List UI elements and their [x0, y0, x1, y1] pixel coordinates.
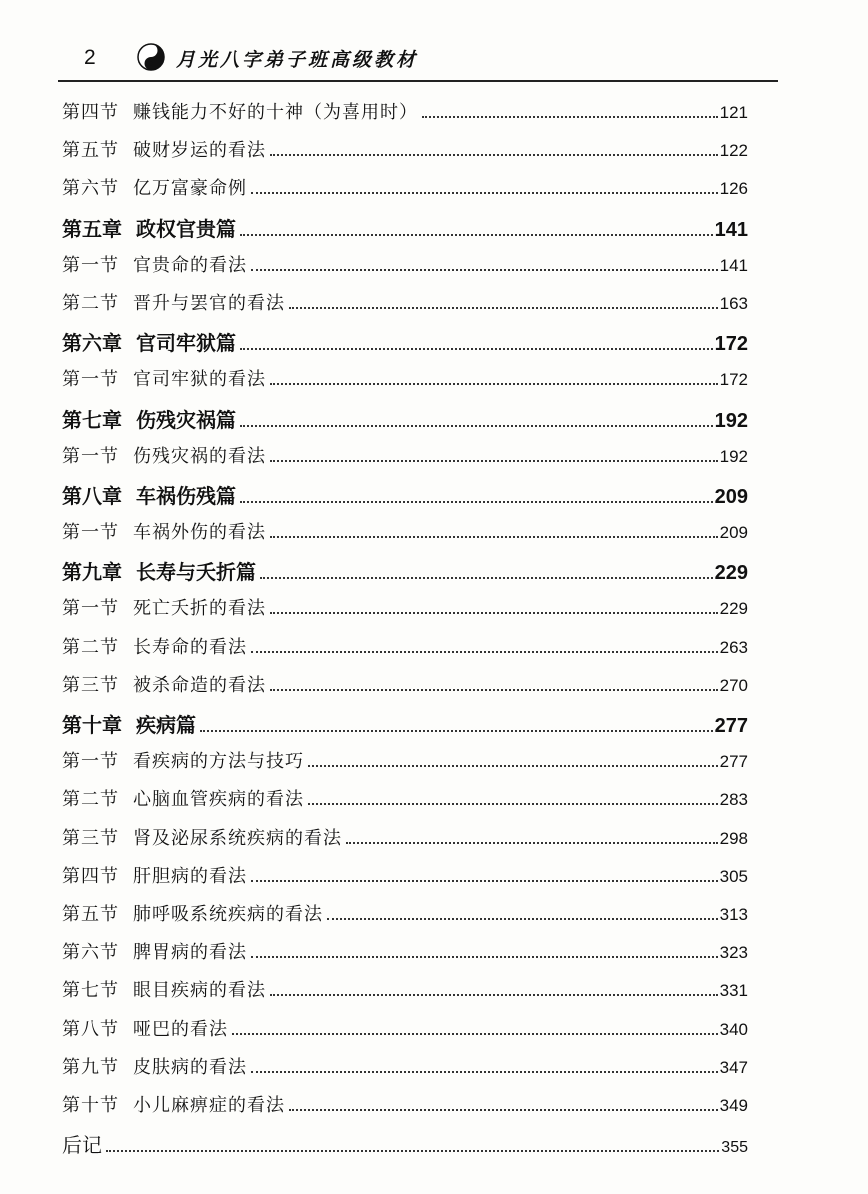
toc-section-entry — [62, 671, 748, 709]
toc-section-entry — [62, 442, 748, 480]
toc-entry-label — [62, 251, 247, 277]
dot-leader — [308, 765, 718, 767]
toc-entry-label — [62, 136, 266, 162]
toc-section-entry — [62, 862, 748, 900]
dot-leader — [260, 577, 713, 579]
toc-section-entry — [62, 785, 748, 823]
toc-section-entry — [62, 1091, 748, 1129]
toc-entry-number: 第九节 — [62, 1056, 119, 1078]
dot-leader — [270, 383, 718, 385]
dot-leader — [240, 501, 713, 503]
toc-page-number: 283 — [719, 790, 748, 810]
toc-afterword-entry — [62, 1129, 748, 1167]
toc-entry-title: 长寿命的看法 — [133, 636, 247, 658]
toc-page-number: 122 — [719, 141, 748, 161]
toc-entry-number: 第一节 — [62, 254, 119, 276]
toc-entry-title: 看疾病的方法与技巧 — [133, 751, 304, 773]
toc-entry-label — [62, 785, 304, 811]
toc-page-number: 355 — [721, 1139, 748, 1157]
toc-entry-number: 第一节 — [62, 445, 119, 467]
toc-page-number: 277 — [714, 715, 748, 737]
dot-leader — [251, 192, 718, 194]
toc-page-number: 340 — [719, 1019, 748, 1039]
toc-section-entry — [62, 594, 748, 632]
toc-page-number: 121 — [719, 103, 748, 122]
toc-chapter-entry — [62, 404, 748, 442]
toc-entry-number: 第五章 — [62, 218, 122, 241]
toc-section-entry — [62, 976, 748, 1014]
dot-leader — [240, 425, 713, 427]
toc-entry-label — [62, 747, 304, 773]
toc-chapter-entry — [62, 709, 748, 747]
dot-leader — [270, 689, 718, 691]
toc-entry-label — [62, 594, 266, 620]
toc-entry-label — [62, 900, 323, 926]
toc-page-number: 141 — [714, 218, 748, 241]
toc-entry-title: 官司牢狱篇 — [136, 333, 236, 356]
table-of-contents — [62, 98, 748, 1167]
dot-leader — [251, 651, 718, 653]
toc-entry-title: 死亡夭折的看法 — [133, 598, 266, 620]
toc-page-number: 163 — [719, 293, 748, 313]
toc-entry-number: 第七节 — [62, 980, 119, 1002]
toc-page-number: 229 — [714, 562, 748, 585]
toc-entry-number: 第一节 — [62, 369, 119, 391]
dot-leader — [422, 116, 718, 118]
toc-entry-number: 后记 — [62, 1135, 102, 1158]
dot-leader — [270, 154, 718, 156]
dot-leader — [289, 1109, 718, 1111]
toc-section-entry — [62, 518, 748, 556]
toc-page-number: 349 — [719, 1095, 748, 1115]
dot-leader — [327, 918, 718, 920]
toc-section-entry — [62, 1015, 748, 1053]
toc-entry-title: 肝胆病的看法 — [133, 865, 247, 887]
toc-entry-title: 眼目疾病的看法 — [133, 980, 266, 1002]
toc-page-number: 305 — [719, 866, 748, 886]
toc-entry-label — [62, 480, 236, 509]
toc-entry-number: 第六章 — [62, 333, 122, 356]
toc-entry-number: 第二节 — [62, 789, 119, 811]
toc-page-number: 172 — [714, 333, 748, 356]
toc-entry-number: 第三节 — [62, 827, 119, 849]
toc-page-number: 209 — [719, 523, 748, 543]
toc-entry-label — [62, 174, 247, 200]
dot-leader — [270, 536, 718, 538]
toc-entry-title: 皮肤病的看法 — [133, 1056, 247, 1078]
dot-leader — [200, 730, 713, 732]
toc-page-number: 141 — [719, 255, 748, 275]
toc-entry-number: 第一节 — [62, 598, 119, 620]
toc-entry-title: 政权官贵篇 — [136, 218, 236, 241]
toc-section-entry — [62, 251, 748, 289]
toc-section-entry — [62, 938, 748, 976]
toc-entry-title: 赚钱能力不好的十神（为喜用时） — [133, 102, 418, 123]
toc-entry-number: 第十章 — [62, 715, 122, 737]
toc-chapter-entry — [62, 213, 748, 251]
toc-entry-label — [62, 442, 266, 468]
toc-page-number: 263 — [719, 637, 748, 657]
toc-entry-title: 官贵命的看法 — [133, 254, 247, 276]
toc-entry-title: 长寿与夭折篇 — [136, 562, 256, 585]
toc-entry-title: 官司牢狱的看法 — [133, 369, 266, 391]
toc-section-entry — [62, 1053, 748, 1091]
dot-leader — [251, 269, 718, 271]
toc-entry-number: 第一节 — [62, 751, 119, 773]
dot-leader — [251, 956, 718, 958]
toc-entry-title: 心脑血管疾病的看法 — [133, 789, 304, 811]
toc-entry-number: 第一节 — [62, 522, 119, 544]
toc-entry-title: 肾及泌尿系统疾病的看法 — [133, 827, 342, 849]
toc-page-number: 192 — [719, 446, 748, 466]
dot-leader — [240, 348, 713, 350]
running-header — [58, 38, 778, 82]
toc-entry-title: 肺呼吸系统疾病的看法 — [133, 903, 323, 925]
toc-page-number: 126 — [719, 179, 748, 199]
toc-entry-label — [62, 1015, 228, 1041]
page-number: 2 — [84, 46, 96, 69]
toc-page-number: 172 — [719, 370, 748, 390]
toc-entry-label — [62, 671, 266, 697]
toc-entry-label — [62, 938, 247, 964]
toc-entry-label — [62, 824, 342, 850]
toc-entry-number: 第十节 — [62, 1094, 119, 1116]
toc-entry-title: 脾胃病的看法 — [133, 942, 247, 964]
toc-entry-title: 破财岁运的看法 — [133, 140, 266, 162]
toc-entry-label — [62, 1129, 102, 1158]
toc-entry-title: 被杀命造的看法 — [133, 674, 266, 696]
toc-page-number: 277 — [719, 752, 748, 772]
toc-entry-number: 第二节 — [62, 292, 119, 314]
toc-entry-title: 小儿麻痹症的看法 — [133, 1094, 285, 1116]
toc-entry-number: 第五节 — [62, 140, 119, 162]
dot-leader — [240, 234, 713, 236]
toc-entry-label — [62, 1053, 247, 1079]
toc-entry-label — [62, 289, 285, 315]
yin-yang-icon — [136, 42, 166, 72]
toc-section-entry — [62, 824, 748, 862]
toc-entry-title: 伤残灾祸的看法 — [133, 445, 266, 467]
dot-leader — [346, 842, 718, 844]
toc-entry-number: 第八章 — [62, 485, 122, 508]
toc-entry-label — [62, 1091, 285, 1117]
toc-entry-number: 第八节 — [62, 1018, 119, 1040]
toc-entry-number: 第六节 — [62, 942, 119, 964]
toc-section-entry — [62, 174, 748, 212]
toc-entry-number: 第二节 — [62, 636, 119, 658]
toc-entry-title: 晋升与罢官的看法 — [133, 292, 285, 314]
toc-page-number: 270 — [719, 675, 748, 695]
toc-entry-label — [62, 518, 266, 544]
toc-entry-label — [62, 365, 266, 391]
toc-entry-title: 哑巴的看法 — [133, 1018, 228, 1040]
toc-entry-label — [62, 633, 247, 659]
toc-entry-title: 疾病篇 — [136, 715, 196, 737]
toc-section-entry — [62, 900, 748, 938]
dot-leader — [308, 803, 718, 805]
toc-section-entry — [62, 365, 748, 403]
toc-entry-title: 车祸伤残篇 — [136, 485, 236, 508]
dot-leader — [251, 880, 718, 882]
toc-entry-number: 第四节 — [62, 102, 119, 123]
toc-section-entry — [62, 747, 748, 785]
toc-entry-number: 第七章 — [62, 409, 122, 432]
book-title: 月光八字弟子班高级教材 — [176, 49, 419, 71]
toc-entry-label — [62, 556, 256, 585]
toc-entry-title: 车祸外伤的看法 — [133, 522, 266, 544]
toc-entry-title: 伤残灾祸篇 — [136, 409, 236, 432]
toc-entry-label — [62, 213, 236, 242]
toc-entry-label — [62, 404, 236, 433]
toc-section-entry — [62, 98, 748, 136]
toc-entry-label — [62, 327, 236, 356]
toc-page-number: 331 — [719, 981, 748, 1001]
toc-page-number: 229 — [719, 599, 748, 619]
toc-entry-number: 第五节 — [62, 903, 119, 925]
dot-leader — [106, 1150, 719, 1152]
toc-page-number: 347 — [719, 1057, 748, 1077]
toc-chapter-entry — [62, 480, 748, 518]
toc-section-entry — [62, 289, 748, 327]
toc-page-number: 313 — [719, 904, 748, 924]
toc-chapter-entry — [62, 556, 748, 594]
toc-entry-title: 亿万富豪命例 — [133, 178, 247, 200]
toc-section-entry — [62, 136, 748, 174]
toc-entry-number: 第六节 — [62, 178, 119, 200]
toc-entry-label — [62, 98, 418, 124]
toc-entry-number: 第九章 — [62, 562, 122, 585]
toc-chapter-entry — [62, 327, 748, 365]
toc-entry-label — [62, 976, 266, 1002]
dot-leader — [289, 307, 718, 309]
toc-page-number: 298 — [719, 828, 748, 848]
toc-page-number: 192 — [714, 409, 748, 432]
dot-leader — [270, 994, 718, 996]
toc-entry-label — [62, 862, 247, 888]
toc-section-entry — [62, 633, 748, 671]
toc-entry-label — [62, 709, 196, 738]
dot-leader — [232, 1033, 718, 1035]
toc-page-number: 209 — [714, 485, 748, 508]
dot-leader — [270, 460, 718, 462]
dot-leader — [251, 1071, 718, 1073]
toc-entry-number: 第四节 — [62, 865, 119, 887]
dot-leader — [270, 612, 718, 614]
toc-entry-number: 第三节 — [62, 674, 119, 696]
toc-page-number: 323 — [719, 943, 748, 963]
